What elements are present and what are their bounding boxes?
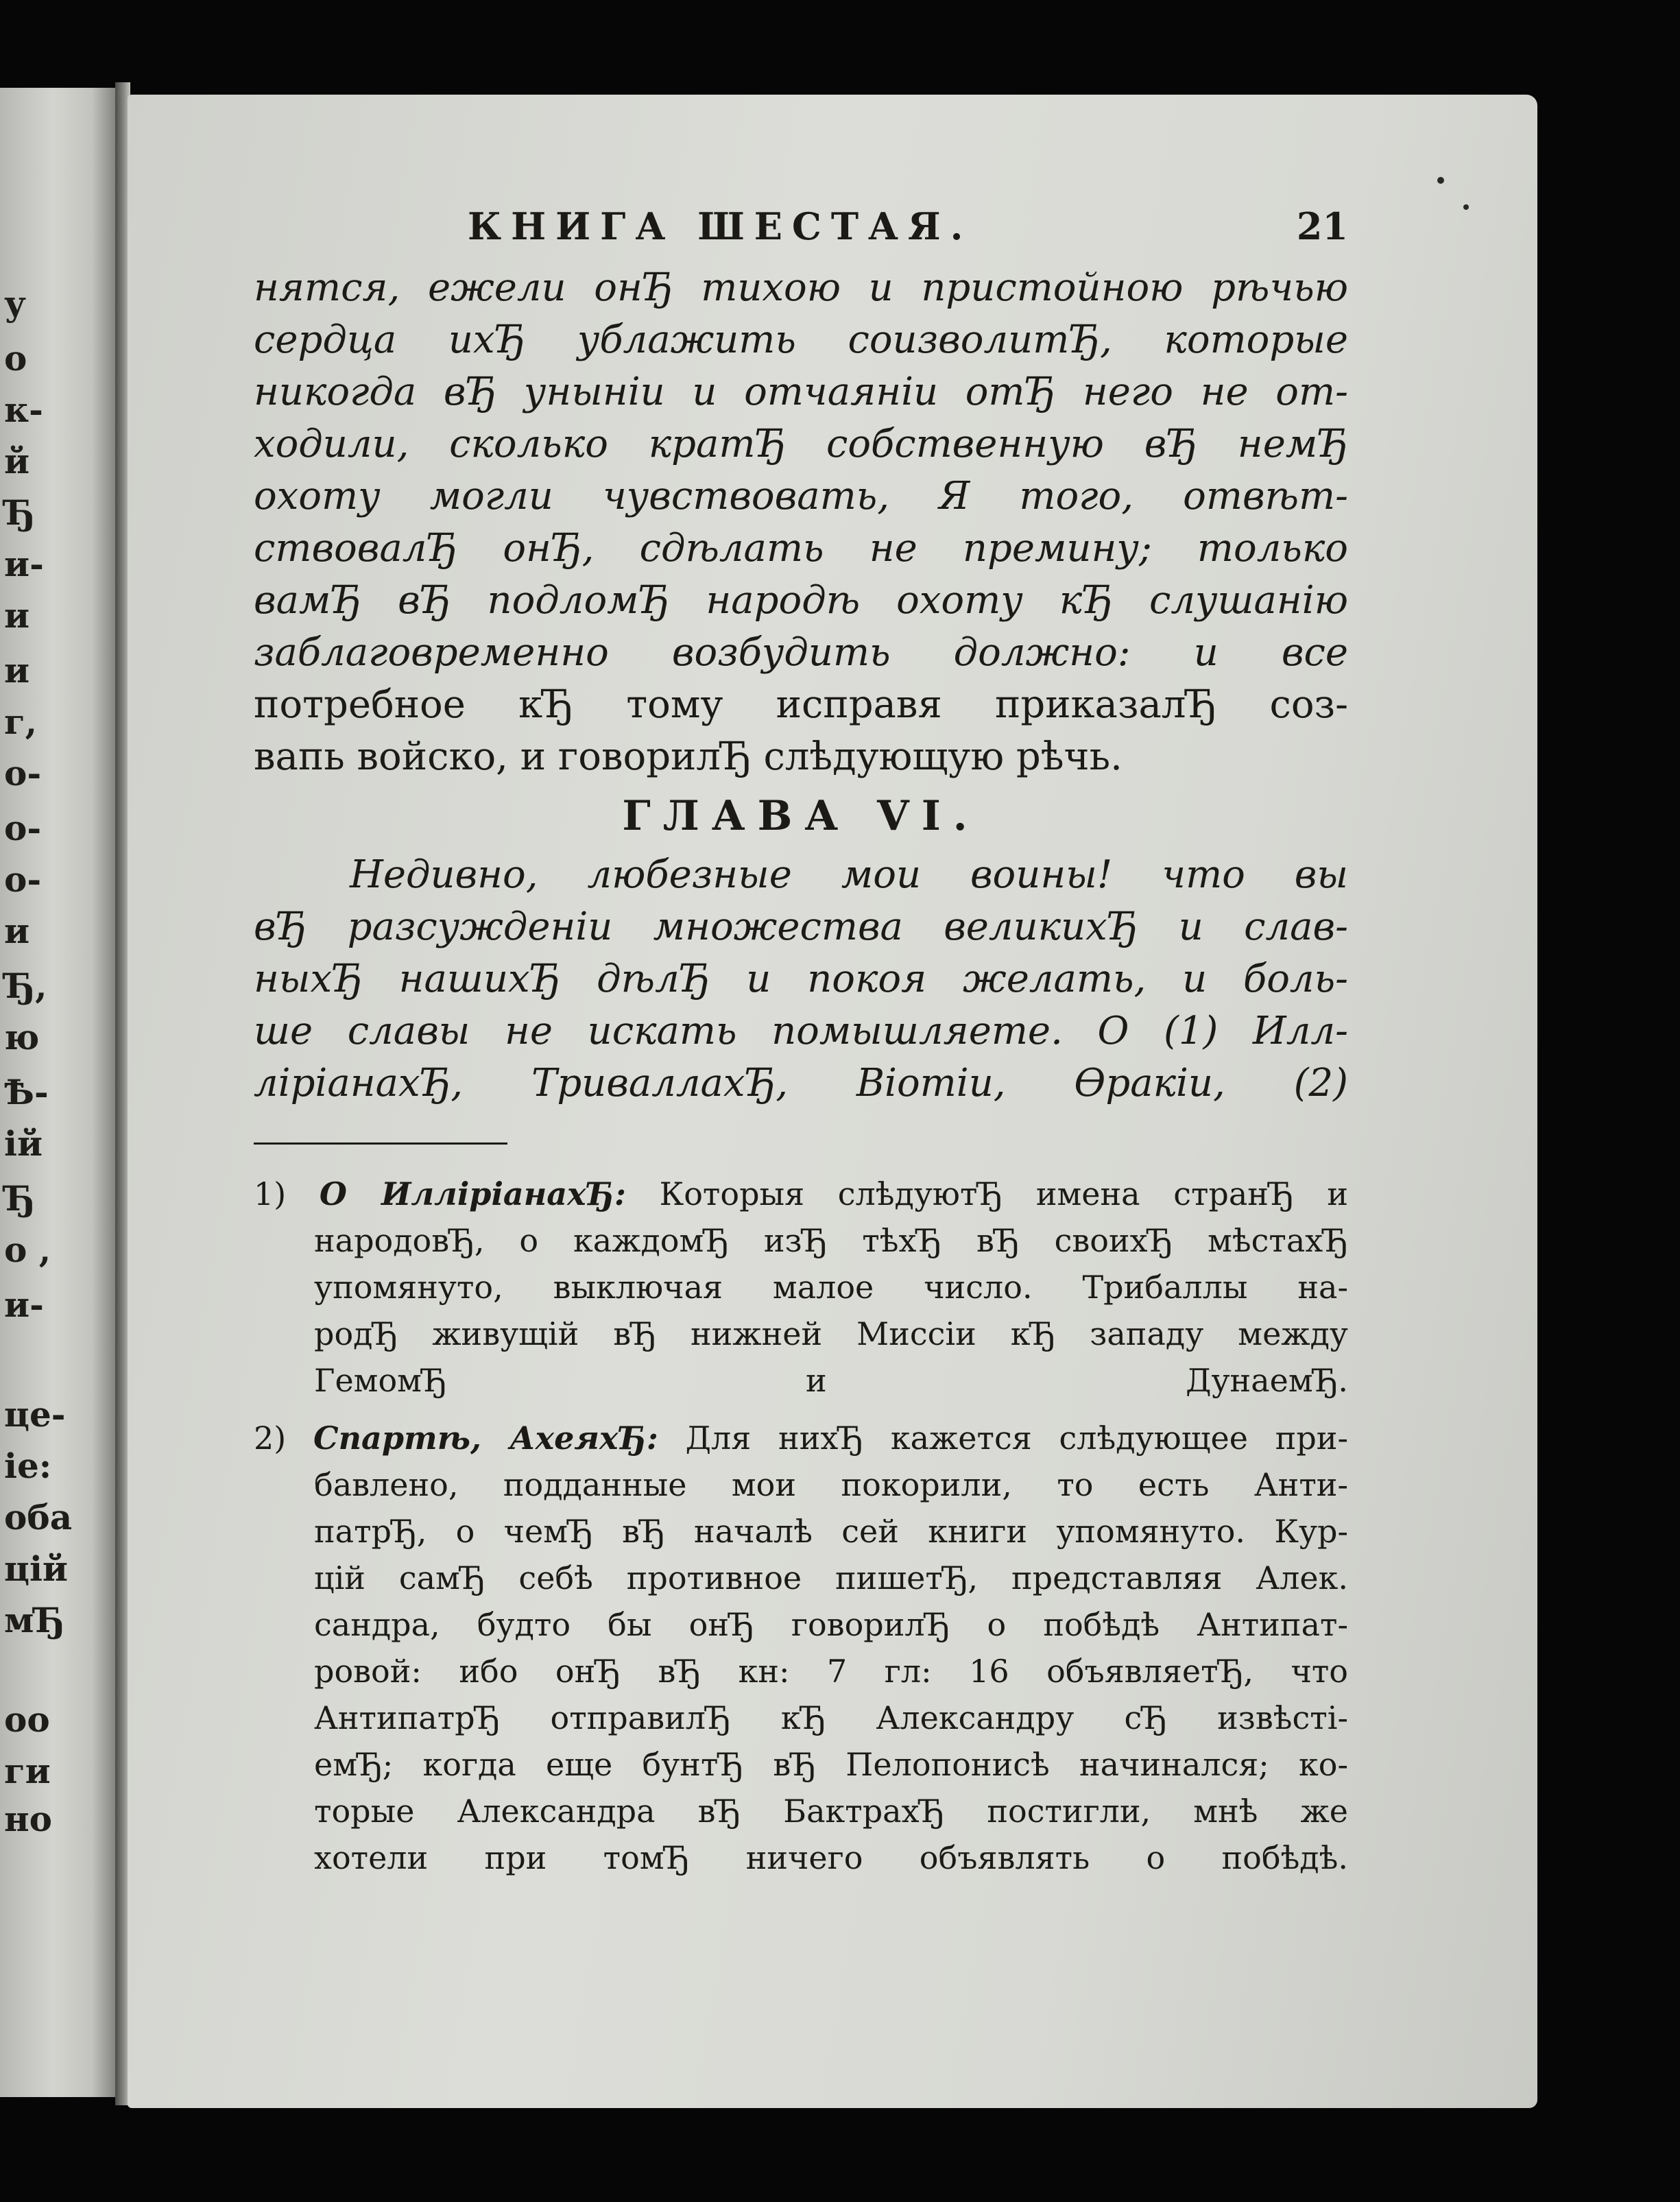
chapter-line: ныхЂ нашихЂ дѣлЂ и покоя желать, и боль- [254,957,1348,1001]
left-page-fragment: о , [4,1230,51,1270]
left-page-fragment: Ђ, [4,966,47,1006]
body-line: охоту могли чувствовать, Я того, отвѣт- [254,474,1348,518]
body-line: ходили, сколько кратЂ собственную вЂ немЂ [254,422,1348,466]
body-line: никогда вЂ уныніи и отчаяніи отЂ него не от- [254,370,1348,414]
footnote-2 [254,1415,1348,1881]
left-page-fragment: оо [4,1699,50,1740]
footnote-line: упомянуто, выключая малое число. Трибаллы на- [314,1269,1348,1306]
body-line: вамЂ вЂ подломЂ народѣ охоту кЂ слушанію [254,578,1348,623]
left-page-fragment: и [4,911,30,951]
chapter-paragraph [254,849,1348,1110]
footnote-text: Которыя слѣдуютЂ имена странЂ и [659,1175,1349,1212]
left-page-fragment: о [4,338,27,379]
body-line: ствовалЂ онЂ, сдѣлать не премину; только [254,526,1348,571]
footnote-line: народовЂ, о каждомЂ изЂ тѣхЂ вЂ своихЂ мѣстахЂ [314,1222,1348,1259]
page-number: 21 [1296,204,1348,248]
left-page-fragment: но [4,1799,52,1839]
footnote-line: ГемомЂ и ДунаемЂ. [314,1362,1348,1399]
left-page-edge [0,88,118,2097]
ink-spot [1463,204,1469,210]
footnote-head: Спартѣ, АхеяхЂ: [313,1420,658,1457]
footnote-line: хотели при томЂ ничего объявлять о побѣдѣ. [314,1839,1348,1876]
footnote-line: сандра, будто бы онЂ говорилЂ о побѣдѣ Антипат- [314,1606,1348,1643]
book-page [128,95,1537,2108]
body-line: нятся, ежели онЂ тихою и пристойною рѣчью [254,265,1348,310]
footnote-line: торые Александра вЂ БактрахЂ постигли, мнѣ же [314,1793,1348,1830]
left-page-fragment: г, [4,702,38,742]
chapter-line: ше славы не искать помышляете. О (1) Илл- [254,1009,1348,1053]
chapter-line: вЂ разсужденіи множества великихЂ и слав- [254,905,1348,949]
left-page-fragment: и [4,650,30,691]
footnote-line: бавлено, подданные мои покорили, то есть Анти- [314,1466,1348,1503]
left-page-fragment: о- [4,859,42,900]
left-page-fragment: о- [4,808,42,848]
left-page-fragment: ги [4,1751,51,1791]
left-page-fragment: к- [4,390,43,430]
left-page-fragment: о- [4,753,42,793]
footnote-line: родЂ живущій вЂ нижней Миссіи кЂ западу между [314,1315,1348,1352]
chapter-title: ГЛАВА VI. [622,792,980,840]
left-page-fragment: Ђ [4,1178,36,1219]
footnote-first-line [254,1171,1348,1217]
left-page-fragment: ій [4,1123,43,1164]
footnote-line: емЂ; когда еще бунтЂ вЂ Пелопонисѣ начинался; ко- [314,1746,1348,1783]
left-page-fragment: цій [4,1548,69,1589]
footnote-rule [254,1142,507,1145]
footnote-line: ровой: ибо онЂ вЂ кн: 7 гл: 16 объявляетЂ, что [314,1653,1348,1690]
left-page-fragment: Ѣ- [4,1072,49,1112]
footnote-line: цій самЂ себѣ противное пишетЂ, представляя Алек. [314,1559,1348,1596]
left-page-fragment: и- [4,1284,44,1325]
body-line: вапь войско, и говорилЂ слѣдующую рѣчь. [254,734,1123,779]
text-block [254,204,1348,1881]
footnote-marker: 1) [254,1175,287,1212]
running-head: КНИГА ШЕСТАЯ. [468,204,973,248]
body-line: потребное кЂ тому исправя приказалЂ соз- [254,682,1348,727]
left-page-fragment: оба [4,1497,73,1537]
footnote-head: О ИлліріанахЂ: [319,1175,626,1212]
left-page-fragment: це- [4,1394,66,1435]
footnote-text: Для нихЂ кажется слѣдующее при- [685,1420,1349,1457]
body-paragraph [254,262,1348,783]
footnote-first-line [254,1415,1348,1461]
left-page-fragment: іе: [4,1446,52,1486]
left-page-fragment: Ђ [4,492,36,533]
chapter-line: ліріанахЂ, ТриваллахЂ, Віотіи, Ѳракіи, (2) [254,1061,1348,1105]
footnote-marker: 2) [254,1420,287,1457]
left-page-fragment: у [4,283,27,324]
body-line: заблаговременно возбудить должно: и все [254,630,1348,675]
footnote-line: патрЂ, о чемЂ вЂ началѣ сей книги упомянуто. Кур- [314,1513,1348,1550]
chapter-line: Недивно, любезные мои воины! что вы [350,852,1348,897]
footnote-line: АнтипатрЂ отправилЂ кЂ Александру сЂ извѣсті- [314,1699,1348,1736]
left-page-fragment: й [4,441,30,481]
left-page-fragment: и [4,595,30,636]
left-page-fragment: ю [4,1017,40,1057]
page-header [254,204,1348,262]
footnote-1 [254,1171,1348,1404]
ink-spot [1437,177,1444,184]
left-page-fragment: и- [4,544,44,584]
body-line: сердца ихЂ ублажить соизволитЂ, которые [254,318,1348,362]
left-page-fragment: мЂ [4,1600,65,1640]
